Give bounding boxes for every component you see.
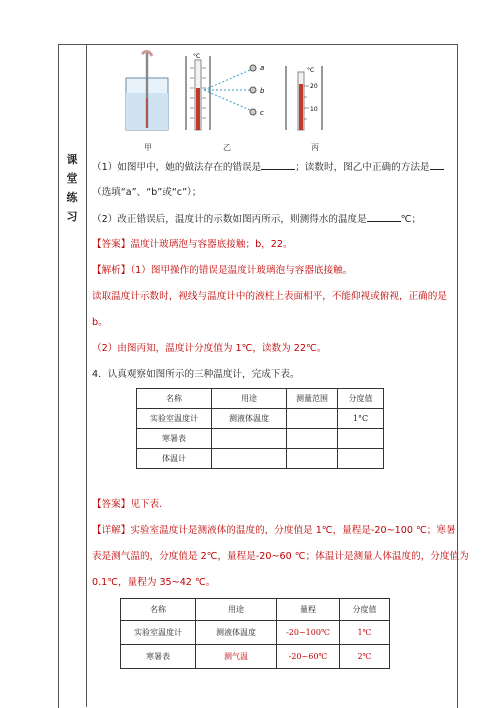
table-header: 用途 xyxy=(196,599,277,621)
question-1-line xyxy=(92,160,447,175)
table-cell: 寒暑表 xyxy=(137,429,212,449)
detail-line-2: 表是测气温的，分度值是 2℃，量程是-20~60 ℃；体温计是测量人体温度的，分度值为 xyxy=(92,551,469,562)
blank-table xyxy=(136,388,384,469)
analysis-line-4: （2）由图丙知，温度计分度值为 1℃，读数为 22℃。 xyxy=(92,343,327,354)
view-b-label: b xyxy=(260,87,265,95)
table-header: 名称 xyxy=(121,599,196,621)
side-char: 堂 xyxy=(66,172,78,185)
caption-jia: 甲 xyxy=(144,143,152,152)
q1-text-b: ；读数时，图乙中正确的方法是 xyxy=(295,162,430,173)
analysis-line-1: 【解析】（1）图甲操作的错误是温度计玻璃泡与容器底接触。 xyxy=(92,265,353,276)
table-header: 分度值 xyxy=(340,599,390,621)
answer-1: 【答案】温度计玻璃泡与容器底接触；b，22。 xyxy=(92,239,293,250)
analysis-line-3: b。 xyxy=(92,317,108,328)
answer-blank xyxy=(430,160,444,170)
table-cell: 测液体温度 xyxy=(196,621,277,645)
table-header: 名称 xyxy=(137,389,212,409)
answer-blank xyxy=(261,160,295,170)
answer-2: 【答案】见下表. xyxy=(92,499,163,510)
table-cell xyxy=(287,449,338,469)
q2-text: （2）改正错误后，温度计的示数如图丙所示，则测得水的温度是 xyxy=(92,214,367,225)
table-cell: 测液体温度 xyxy=(212,409,287,429)
table-cell xyxy=(212,449,287,469)
q2-unit: ℃； xyxy=(400,214,422,225)
beaker-illustration xyxy=(126,50,168,130)
side-column xyxy=(58,44,87,707)
table-cell xyxy=(287,409,338,429)
side-char: 练 xyxy=(66,191,78,204)
table-cell: 实验室温度计 xyxy=(121,621,196,645)
thermometer-b xyxy=(186,53,265,130)
table-cell: 实验室温度计 xyxy=(137,409,212,429)
table-cell: 1℃ xyxy=(340,621,390,645)
table-cell: 2℃ xyxy=(340,645,390,669)
view-a-label: a xyxy=(260,64,265,72)
side-label xyxy=(63,150,81,226)
caption-bing: 丙 xyxy=(311,143,319,152)
answer-blank xyxy=(367,212,401,222)
side-char: 习 xyxy=(66,210,78,223)
tick-label-20: 20 xyxy=(310,83,318,90)
table-cell xyxy=(287,429,338,449)
unit-label: °C xyxy=(307,67,315,74)
detail-line-1: 【详解】实验室温度计是测液体的温度的，分度值是 1℃，量程是-20~100 ℃；寒暑 xyxy=(92,525,456,536)
table-header: 量程 xyxy=(277,599,340,621)
answer-table xyxy=(120,598,390,669)
detail-line-3: 0.1℃，量程为 35~42 ℃。 xyxy=(92,577,216,588)
table-header: 分度值 xyxy=(338,389,384,409)
unit-label: °C xyxy=(193,53,201,60)
table-header: 测量范围 xyxy=(287,389,338,409)
thermometer-c xyxy=(286,66,322,130)
question-1-line2: （选填“a”、“b”或“c”）； xyxy=(92,187,202,198)
table-cell: 寒暑表 xyxy=(121,645,196,669)
caption-yi: 乙 xyxy=(223,143,231,152)
table-cell xyxy=(212,429,287,449)
table-cell: 1°C xyxy=(338,409,384,429)
table-cell: -20~100℃ xyxy=(277,621,340,645)
table-cell xyxy=(338,429,384,449)
question-4: 4．认真观察如图所示的三种温度计，完成下表。 xyxy=(92,369,300,380)
side-char: 课 xyxy=(66,153,78,166)
table-cell: 测气温 xyxy=(196,645,277,669)
table-cell: 体温计 xyxy=(137,449,212,469)
view-c-label: c xyxy=(260,109,264,117)
tick-label-10: 10 xyxy=(310,106,318,113)
table-cell xyxy=(338,449,384,469)
q1-text: （1）如图甲中，她的做法存在的错误是 xyxy=(92,162,262,173)
table-header: 用途 xyxy=(212,389,287,409)
question-2-line xyxy=(92,212,447,227)
table-cell: -20~60℃ xyxy=(277,645,340,669)
analysis-line-2: 读取温度计示数时，视线与温度计中的液柱上表面相平，不能仰视或俯视，正确的是 xyxy=(92,291,447,302)
